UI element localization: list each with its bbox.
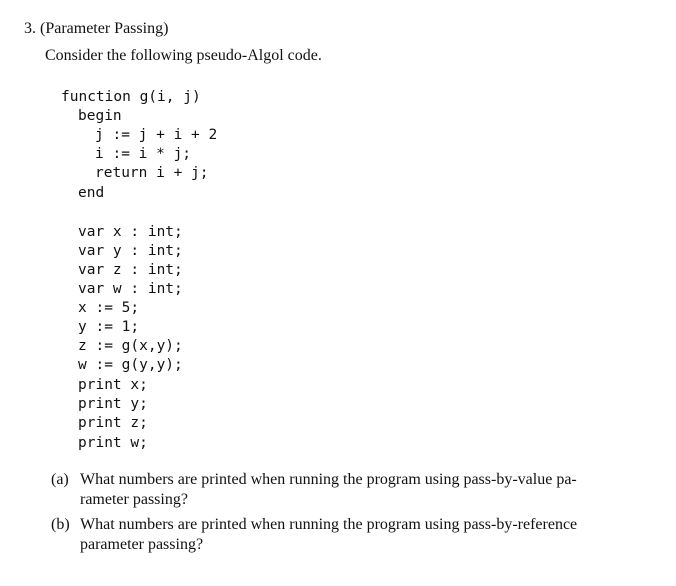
code-line: var y : int; bbox=[78, 243, 183, 259]
code-line: print z; bbox=[78, 415, 148, 431]
question-a-line-1: What numbers are printed when running the program using pass-by-value pa- bbox=[80, 471, 577, 488]
code-line: var z : int; bbox=[78, 262, 183, 278]
problem-number: 3. bbox=[24, 20, 36, 37]
problem-title: (Parameter Passing) bbox=[40, 20, 169, 37]
question-a bbox=[51, 470, 631, 510]
question-b-line-1: What numbers are printed when running the program using pass-by-reference bbox=[80, 516, 578, 533]
code-line: end bbox=[78, 185, 105, 201]
question-b bbox=[51, 515, 631, 555]
code-line: w := g(y,y); bbox=[78, 357, 183, 373]
code-line: var w : int; bbox=[78, 281, 183, 297]
code-line: z := g(x,y); bbox=[78, 338, 183, 354]
code-line: function g(i, j) bbox=[61, 89, 201, 105]
code-line: begin bbox=[78, 108, 122, 124]
question-b-line-2: parameter passing? bbox=[80, 536, 204, 553]
code-line: print y; bbox=[78, 396, 148, 412]
code-line: j := j + i + 2 bbox=[95, 127, 218, 143]
intro-text: Consider the following pseudo-Algol code. bbox=[45, 47, 322, 64]
code-line: print x; bbox=[78, 377, 148, 393]
question-a-label: (a) bbox=[51, 471, 69, 488]
code-line: x := 5; bbox=[78, 300, 140, 316]
code-line: i := i * j; bbox=[95, 146, 192, 162]
problem-heading bbox=[24, 20, 168, 38]
code-line: y := 1; bbox=[78, 319, 140, 335]
code-line: print w; bbox=[78, 435, 148, 451]
question-a-line-2: rameter passing? bbox=[80, 491, 188, 508]
question-b-label: (b) bbox=[51, 516, 70, 533]
code-line: var x : int; bbox=[78, 224, 183, 240]
code-line: return i + j; bbox=[95, 165, 209, 181]
